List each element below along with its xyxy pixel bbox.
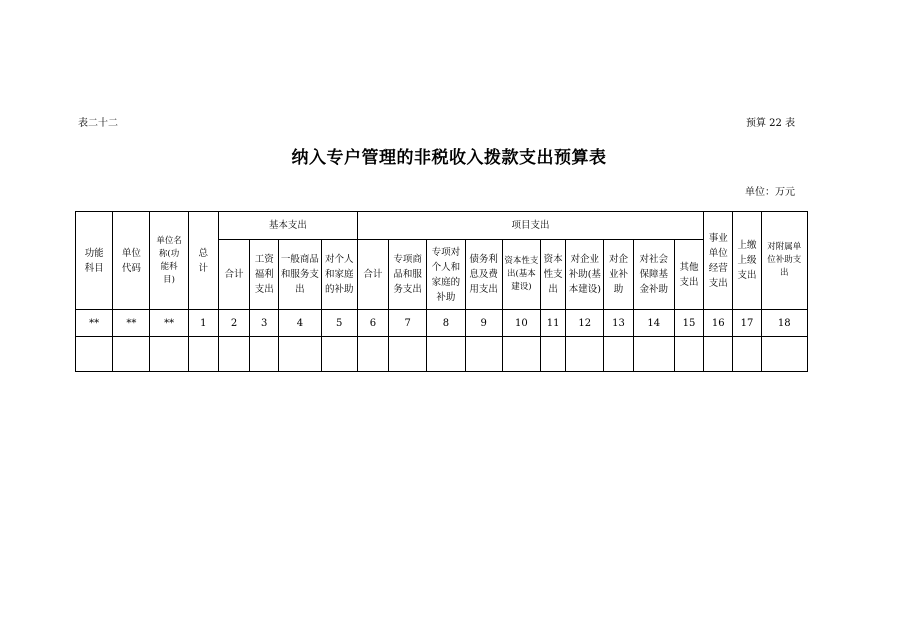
index-cell: 17	[733, 310, 761, 337]
index-cell: 12	[566, 310, 604, 337]
header-row-group	[76, 212, 808, 240]
col-group-project: 项目支出	[357, 212, 703, 240]
col-header-project-goods: 专项商品和服务支出	[389, 240, 427, 310]
budget-number: 预算 22 表	[746, 118, 796, 129]
data-cell	[502, 337, 540, 372]
index-cell: 9	[465, 310, 502, 337]
col-header-unit-name: 单位名称(功能科目)	[150, 212, 188, 310]
data-cell	[188, 337, 218, 372]
col-header-func-code: 功能科目	[76, 212, 113, 310]
data-cell	[465, 337, 502, 372]
index-cell: 18	[761, 310, 807, 337]
index-cell: 13	[604, 310, 633, 337]
col-header-unit-code: 单位代码	[113, 212, 150, 310]
col-header-project-other: 其他支出	[674, 240, 703, 310]
col-header-project-capital: 资本性支出	[541, 240, 566, 310]
col-header-total: 总计	[188, 212, 218, 310]
page-title: 纳入专户管理的非税收入拨款支出预算表	[291, 148, 607, 168]
data-cell	[76, 337, 113, 372]
unit-label: 单位：万元	[745, 187, 795, 198]
data-cell	[357, 337, 388, 372]
index-cell: 3	[250, 310, 279, 337]
budget-table	[75, 211, 808, 372]
index-cell: 2	[218, 310, 249, 337]
empty-data-row	[76, 337, 808, 372]
data-cell	[566, 337, 604, 372]
index-cell: 4	[279, 310, 321, 337]
index-cell: 16	[704, 310, 733, 337]
col-header-project-enterprise-construction: 对企业补助(基本建设)	[566, 240, 604, 310]
col-header-affiliate: 对附属单位补助支出	[761, 212, 807, 310]
data-cell	[541, 337, 566, 372]
data-cell	[733, 337, 761, 372]
data-cell	[704, 337, 733, 372]
col-header-basic-salary: 工资福利支出	[250, 240, 279, 310]
index-cell: 11	[541, 310, 566, 337]
index-row	[76, 310, 808, 337]
data-cell	[113, 337, 150, 372]
col-header-project-social-security: 对社会保障基金补助	[633, 240, 674, 310]
col-header-project-capital-construction: 资本性支出(基本建设)	[502, 240, 540, 310]
index-cell: 1	[188, 310, 218, 337]
col-header-basic-personal: 对个人和家庭的补助	[321, 240, 357, 310]
col-header-basic-total: 合计	[218, 240, 249, 310]
data-cell	[279, 337, 321, 372]
index-cell: 15	[674, 310, 703, 337]
index-cell: 5	[321, 310, 357, 337]
col-header-project-total: 合计	[357, 240, 388, 310]
data-cell	[250, 337, 279, 372]
index-cell: 8	[427, 310, 465, 337]
col-header-project-debt: 债务利息及费用支出	[465, 240, 502, 310]
col-header-project-personal: 专项对个人和家庭的补助	[427, 240, 465, 310]
index-cell: 10	[502, 310, 540, 337]
index-cell: 7	[389, 310, 427, 337]
col-header-upper: 上缴上级支出	[733, 212, 761, 310]
index-cell: **	[76, 310, 113, 337]
data-cell	[604, 337, 633, 372]
col-header-project-enterprise: 对企业补助	[604, 240, 633, 310]
data-cell	[633, 337, 674, 372]
index-cell: **	[150, 310, 188, 337]
table-number: 表二十二	[78, 118, 118, 129]
data-cell	[150, 337, 188, 372]
col-header-basic-goods: 一般商品和服务支出	[279, 240, 321, 310]
data-cell	[389, 337, 427, 372]
index-cell: **	[113, 310, 150, 337]
data-cell	[427, 337, 465, 372]
data-cell	[761, 337, 807, 372]
data-cell	[674, 337, 703, 372]
col-header-business: 事业单位经营支出	[704, 212, 733, 310]
index-cell: 6	[357, 310, 388, 337]
data-cell	[218, 337, 249, 372]
col-group-basic: 基本支出	[218, 212, 357, 240]
index-cell: 14	[633, 310, 674, 337]
data-cell	[321, 337, 357, 372]
